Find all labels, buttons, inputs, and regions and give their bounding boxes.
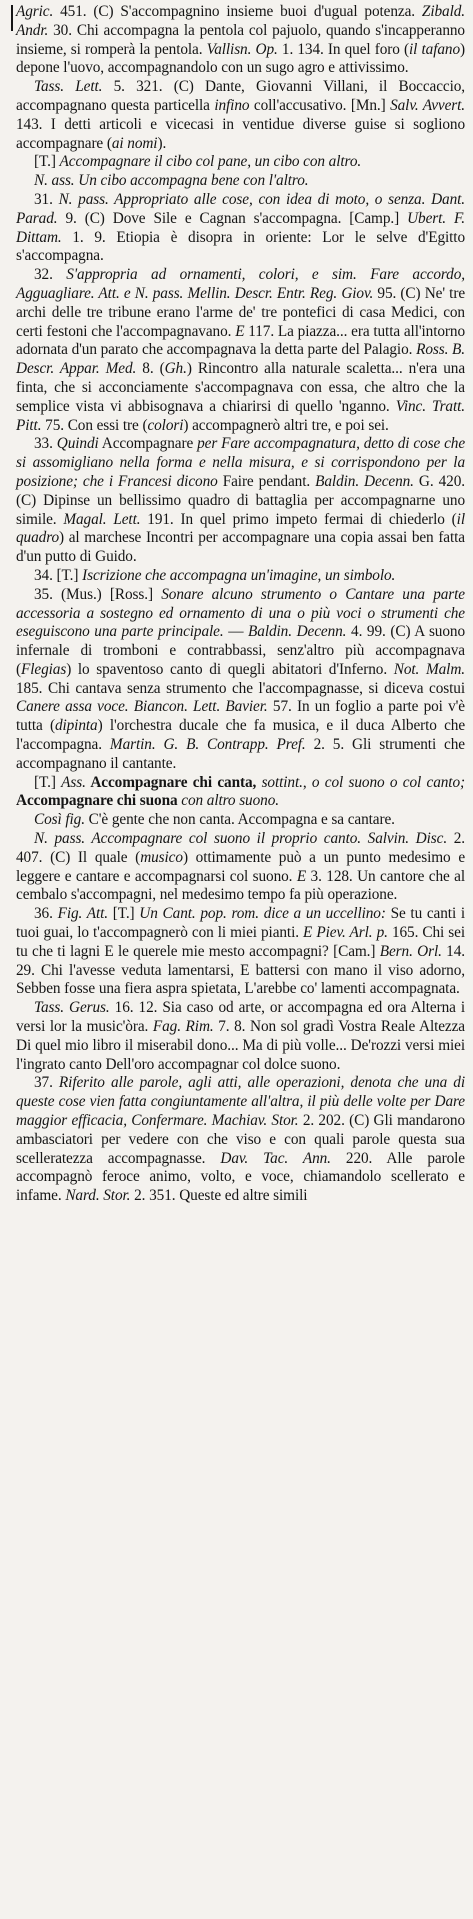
text-run: 2. 351. Queste ed altre simili (130, 1187, 308, 1205)
text-run: Bern. Orl. (379, 942, 442, 960)
text-run: N. ass. Un cibo accompagna bene con l'altro. (34, 172, 309, 190)
entry-paragraph (16, 266, 465, 435)
text-run: colori (147, 416, 184, 434)
text-run: Gh. (164, 360, 187, 378)
text-run: ) lo spaventoso canto di quegli abitatori d'Inferno. (66, 660, 394, 678)
text-run: o col suono o col canto; (311, 773, 465, 791)
text-run: Sonare alcuno strumento o Cantare una parte accessoria a sostegno ed ornamento di una o più voci o strumenti che eseguiscono una parte principale. (16, 585, 465, 641)
text-run: 451. (C) S'accompagnino insieme buoi d'ugual potenza. (53, 3, 422, 20)
entry-paragraph (16, 905, 465, 999)
text-run: Zibald. Andr. (16, 3, 465, 39)
text-run: ) l'orchestra ducale che fa musica, e il duca Alberto che l'accompagna. (16, 717, 466, 754)
text-run: Ubert. F. Dittam. (16, 209, 465, 246)
text-run: 8. ( (136, 360, 165, 378)
text-run: 31. (34, 190, 59, 208)
text-run: 34. [T.] (34, 566, 83, 584)
text-run: ) ottimamente può a un punto medesimo e leggere e cantare e accompagnarsi col suono. (16, 848, 466, 885)
text-run: 33. (34, 435, 57, 453)
text-run: Quindi (56, 435, 99, 453)
text-run: musico (140, 848, 183, 866)
entry-paragraph (16, 567, 465, 586)
text-run: Accompagnare il cibo col pane, un cibo con altro. (59, 153, 362, 171)
text-run: Vallisn. Op. (206, 40, 278, 58)
text-run: ) Rincontro alla naturale scaletta... n'era una finta, che si acconciamente s'accompagnava con essa, che altro che la semplice vista vi abbisognava a chiarirsi di quello 'nganno. (16, 360, 466, 415)
text-run: ) accompagnerò altri tre, e poi sei. (183, 416, 389, 434)
text-run: Vinc. Tratt. Pitt. (16, 397, 465, 434)
entry-paragraph (16, 999, 465, 1074)
text-run: 32. (34, 266, 67, 284)
text-run: N. pass. Appropriato alle cose, con idea di moto, o senza. Dant. Parad. (16, 190, 465, 227)
text-run: infino (214, 96, 250, 114)
text-run: Not. Malm. (393, 660, 465, 678)
text-run: 57. In un foglio a parte poi v'è tutta ( (16, 698, 465, 735)
text-run: Tass. Gerus. (34, 999, 110, 1017)
text-run: 16. 12. Sia caso od arte, or accompagna ed ora Alterna i versi lor la music'òra. (16, 999, 465, 1036)
text-run: ) al marchese Incontri per accompagnare una copia assai ben fatta d'un putto di Guido. (16, 529, 465, 566)
text-run: ). (157, 134, 167, 152)
text-run: il quadro (16, 510, 465, 547)
entry-paragraph (16, 3, 465, 78)
text-run: E (235, 322, 245, 340)
entry-paragraph (16, 191, 465, 266)
entry-paragraph (16, 435, 465, 567)
text-run: Fag. Rim. (152, 1018, 214, 1036)
text-run: 1. 134. In quel foro ( (277, 40, 410, 58)
text-run: Baldin. Decenn. (248, 623, 347, 641)
text-run: 117. La piazza... era tutta all'intorno adornata d'un parato che accompagnava la detta parte del Palagio. (16, 322, 465, 359)
text-run: 220. Alle parole accompagnò feroce animo, volto, e voce, chiamandolo scellerato e infame. (16, 1149, 465, 1205)
text-run: 9. (C) Dove Sile e Cagnan s'accompagna. [Camp.] (57, 209, 408, 227)
text-run: sottint. (261, 773, 303, 791)
text-run: 5. 321. (C) Dante, Giovanni Villani, il Boccaccio, accompagnano questa particella (16, 78, 465, 114)
text-run: ) depone l'uovo, accompagnandolo con un sugo agro e attivissimo. (16, 40, 465, 77)
text-run: 165. Chi sei tu che ti lagni E le querele mie mesto accompagni? [Cam.] (16, 924, 465, 960)
text-run: Ass. (61, 773, 86, 791)
text-run: S'appropria ad ornamenti, colori, e sim. Fare accordo, Agguagliare. Att. e N. pass. Mellin. Descr. Entr. Reg. Giov. (16, 266, 466, 302)
entry-paragraph (16, 830, 465, 905)
text-run: 2. 202. (C) Gli mandarono ambasciatori per vedere con che viso e con quali parole questa sua scelleratezza accompagnasse. (16, 1112, 466, 1167)
text-run: 7. 8. Non sol gradì Vostra Reale Altezza Di quel mio libro il miserabil dono... Ma di più volle... De'rozzi versi miei l'ingrato canto Dell'oro accompagnar col dolce suono. (16, 1018, 466, 1073)
text-run: Accompagnare (98, 435, 198, 453)
text-run: Magal. Lett. (63, 510, 141, 528)
text-run: Se tu canti i tuoi guai, lo t'accompagnerò con li miei pianti. (16, 905, 465, 942)
entry-text-column (16, 3, 465, 1206)
text-run: Così fig. (34, 811, 85, 829)
entry-paragraph (16, 78, 465, 153)
text-run: N. pass. Accompagnare col suono il proprio canto. Salvin. Disc. (34, 830, 448, 848)
text-run: E Piev. Arl. p. (303, 924, 388, 942)
text-run: Accompagnare chi suona (16, 792, 178, 810)
text-run: 4. 99. (C) A suono infernale di tromboni e contrabbassi, senz'altro più accompagnava ( (16, 623, 465, 678)
text-run: 30. Chi accompagna la pentola col pajuolo, quando s'incapperanno insieme, si romperà la pentola. (16, 21, 465, 58)
text-run: 191. In quel primo impeto fermai di chiederlo ( (140, 510, 457, 528)
text-run: Dav. Tac. Ann. (220, 1149, 331, 1167)
text-run: , (302, 773, 312, 791)
entry-paragraph (16, 774, 465, 812)
text-run: dipinta (54, 717, 98, 735)
text-run: Fig. Att. (57, 905, 108, 923)
text-run: Ross. B. Descr. Appar. Med. (16, 341, 465, 378)
entry-paragraph (16, 153, 465, 172)
text-run: Agric. (16, 3, 54, 20)
text-run: Martin. G. B. Contrapp. Pref. (109, 736, 306, 754)
text-run: Canere assa voce. (16, 698, 129, 716)
text-run: 37. (34, 1074, 59, 1092)
text-run: — (223, 623, 249, 641)
text-run: [T.] (34, 153, 60, 171)
text-run: [T.] (34, 773, 62, 791)
text-run: 3. 128. Un cantore che al cembalo s'accompagni, nel medesimo tempo fa più operazione. (16, 867, 465, 904)
text-run: il tafano (409, 40, 460, 58)
text-run: E (296, 867, 307, 885)
entry-paragraph (16, 586, 465, 774)
text-run: G. 420. (C) Dipinse un bellissimo quadro di battaglia per accompagnarne uno simile. (16, 472, 465, 528)
text-run: Un Cant. pop. rom. dice a un uccellino: (139, 905, 386, 923)
text-run: 95. (C) Ne' tre archi delle tre tribune erano l'arme de' tre pontefici di casa Medici, con certi festoni che l'accompagnavano. (16, 284, 466, 340)
text-run: 2. 5. Gli strumenti che accompagnano il cantante. (16, 736, 465, 772)
text-run: 143. I detti articoli e vicecasi in ventidue diverse guise si sogliono accompagnare ( (16, 115, 465, 152)
text-run: coll'accusativo. [Mn.] (249, 96, 391, 114)
entry-paragraph (16, 811, 465, 830)
text-run: 75. Con essi tre ( (41, 416, 148, 434)
entry-paragraph (16, 172, 465, 191)
text-run: 2. 407. (C) Il quale ( (16, 830, 465, 866)
text-run: Salv. Avvert. (390, 96, 465, 114)
text-run: con altro suono. (181, 792, 279, 810)
text-run: ai nomi (111, 134, 158, 152)
text-run: 185. Chi cantava senza strumento che l'accompagnasse, si diceva costui (16, 679, 465, 697)
text-run: C'è gente che non canta. Accompagna e sa cantare. (84, 811, 395, 829)
text-run: Accompagnare chi canta, (85, 773, 262, 791)
text-run: Tass. Lett. (34, 78, 103, 96)
text-run: 1. 9. Etiopia è disopra in oriente: Lor le selve d'Egitto s'accompagna. (16, 228, 465, 265)
text-run: 36. (34, 905, 58, 923)
text-run: Flegias (21, 660, 67, 678)
text-run: Nard. Stor. (65, 1187, 131, 1205)
entry-paragraph (16, 1074, 465, 1206)
margin-rule (11, 5, 13, 31)
text-run: Biancon. Lett. Bavier. (133, 698, 268, 716)
text-run: Baldin. Decenn. (315, 472, 414, 490)
text-run: Iscrizione che accompagna un'imagine, un simbolo. (82, 566, 396, 584)
text-run: Riferito alle parole, agli atti, alle operazioni, denota che una di queste cose vien fatta congiuntamente all'altra, il più delle volte per Dare maggior efficacia, Confermare. Machiav. Stor. (16, 1074, 465, 1130)
text-run: per Fare accompagnatura, detto di cose che si assomigliano nella forma e nella misura, e si corrispondono per la posizione; che i Francesi dicono (16, 435, 466, 490)
text-run: 35. (Mus.) [Ross.] (34, 585, 162, 603)
text-run: [T.] (107, 905, 140, 923)
text-run: Faire pendant. (217, 472, 316, 490)
text-run: 14. 29. Chi l'avesse veduta lamentarsi, E battersi con mano il viso adorno, Sebben fosse una fiera aspra spietata, L'arebbe co' lamenti accompagnata. (16, 942, 465, 998)
